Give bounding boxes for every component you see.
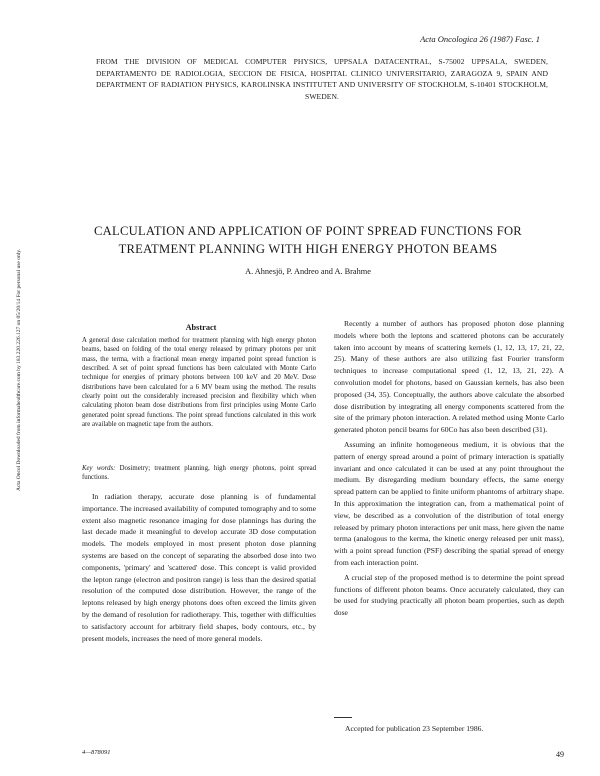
paragraph: Assuming an infinite homogeneous medium, it is obvious that the pattern of energy spread around a point of primary interaction is spatially invariant and once calculated it can be used at any point throughout the medium. By disregarding medium boundary effects, the same energy spread pattern can be applied to finite uniform phantoms of arbitrary shape. In this approximation the integration can, from a mathematical point of view, be described as a convolution of the distribution of total energy released by primary photon interactions per unit mass, here given the name terma (analogous to the kerma, the kinetic energy released per unit mass), with a point spread function (PSF) describing the spatial spread of energy from each interaction point. [334, 439, 564, 567]
paper-title [60, 223, 556, 258]
journal-citation: Acta Oncologica 26 (1987) Fasc. 1 [420, 34, 540, 44]
download-watermark: Acta Oncol Downloaded from informahealthcare.com by 183.220.226.127 on 05/20/14 For personal use only. [16, 248, 22, 492]
body-right-column [334, 318, 564, 619]
author-list: A. Ahnesjö, P. Andreo and A. Brahme [245, 267, 371, 276]
abstract-heading: Abstract [185, 323, 217, 332]
paragraph: Recently a number of authors has proposed photon dose planning models where both the leptons and scattered photons can be accurately taken into account by means of scattering kernels (1, 12, 13, 17, 21, 22, 25). Many of these authors are also utilizing fast Fourier transform techniques to increase computational speed (1, 12, 13, 21, 22). A convolution model for photons, based on Gaussian kernels, has also been proposed (34, 35). Conceptually, the authors above calculate the absorbed dose distribution by integrating all energy components scattered from the site of the primary photon interaction. A related method using Monte Carlo generated photon pencil beams for 60Co has also been described (31). [334, 319, 564, 435]
page-number: 49 [556, 750, 564, 759]
keywords [82, 464, 316, 483]
keywords-label: Key words: [82, 465, 116, 472]
title-line-1: CALCULATION AND APPLICATION OF POINT SPREAD FUNCTIONS FOR [94, 224, 522, 238]
paragraph: In radiation therapy, accurate dose planning is of fundamental importance. The increased availability of computed tomography and to some extent also magnetic resonance imaging for dose plannings has during the last decade made it meaningful to develop accurate 3D dose computation models. The models employed in most present photon dose planning systems are based on the concept of separating the absorbed dose into two components, 'primary' and 'scattered' dose. This concept is valid provided the lepton range (electron and positron range) is less than the desired spatial resolution of the computed dose distribution. However, the range of the leptons released by high energy photons does often exceed the limits given by the demand of resolution for radiotherapy. This, together with difficulties to satisfactory account for arbitrary field shapes, body contours, etc., by present models, increases the need of more general models. [82, 492, 316, 643]
title-line-2: TREATMENT PLANNING WITH HIGH ENERGY PHOTON BEAMS [118, 241, 498, 256]
footnote-rule [334, 717, 352, 718]
accepted-date: Accepted for publication 23 September 1986. [345, 724, 484, 733]
affiliation-block: FROM THE DIVISION OF MEDICAL COMPUTER PHYSICS, UPPSALA DATACENTRAL, S-75002 UPPSALA, SWEDEN, DEPARTAMENTO DE RADIOLOGIA, SECCION DE FISICA, HOSPITAL CLINICO UNIVERSITARIO, ZARAGOZA 9, SPAIN AND DEPARTMENT OF RADIATION PHYSICS, KAROLINSKA INSTITUTET AND UNIVERSITY OF STOCKHOLM, S-10401 STOCKHOLM, SWEDEN. [96, 57, 548, 101]
abstract-text: A general dose calculation method for treatment planning with high energy photon beams, based on folding of the total energy released by primary photons per unit mass, the terma, with a fractional mean energy imparted point spread function is described. A set of point spread functions has been calculated with Monte Carlo technique for energies of primary photons between 100 keV and 20 MeV. Dose distributions have been calculated for a 6 MV beam using the method. The results clearly point out the considerably increased precision and flexibility which when calculating photon beam dose distributions from first principles using Monte Carlo generated point spread functions. The point spread functions calculated in this work are available on magnetic tape from the authors. [82, 337, 316, 429]
keywords-text: Dosimetry; treatment planning, high energy photons, point spread functions. [82, 465, 316, 482]
footer-code: 4—878091 [82, 749, 111, 756]
paragraph: A crucial step of the proposed method is to determine the point spread functions of different photon beams. Once accurately calculated, they can be used for studying practically all photon beam properties, such as depth dose [334, 572, 564, 618]
body-left-column [82, 491, 316, 644]
